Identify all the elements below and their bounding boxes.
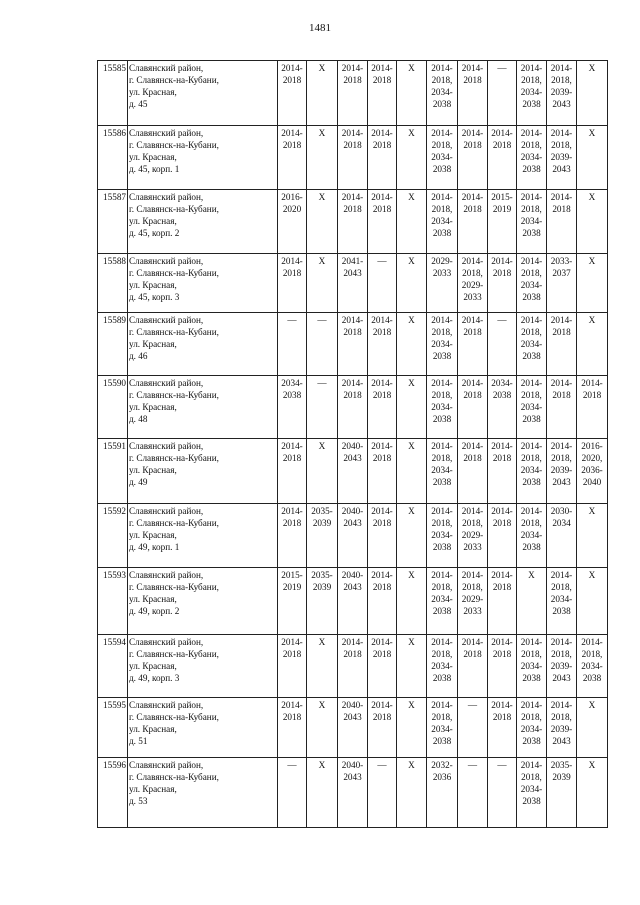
address-line: г. Славянск-на-Кубани,	[129, 140, 219, 150]
period-cell: X	[307, 190, 338, 254]
address-line: ул. Красная,	[129, 216, 177, 226]
address-line: д. 49, корп. 1	[129, 542, 180, 552]
address-cell	[128, 568, 278, 635]
period-cell: X	[397, 313, 427, 376]
period-cell: X	[577, 61, 608, 126]
period-cell: X	[577, 126, 608, 190]
period-cell: X	[577, 504, 608, 568]
period-cell: X	[577, 254, 608, 313]
period-cell: X	[397, 61, 427, 126]
period-cell: 2014- 2018	[488, 126, 517, 190]
period-cell: 2014- 2018, 2034- 2038	[517, 635, 547, 698]
address-line: д. 53	[129, 796, 148, 806]
period-cell: X	[307, 635, 338, 698]
address-line: г. Славянск-на-Кубани,	[129, 712, 219, 722]
address-line: г. Славянск-на-Кубани,	[129, 268, 219, 278]
register-row	[98, 190, 608, 254]
period-cell: 2014- 2018	[488, 254, 517, 313]
period-cell: 2040- 2043	[338, 698, 368, 758]
period-cell: 2016- 2020	[278, 190, 307, 254]
address-line: ул. Красная,	[129, 152, 177, 162]
period-cell: 2014- 2018, 2039- 2043	[547, 126, 577, 190]
address-line: г. Славянск-на-Кубани,	[129, 204, 219, 214]
row-number: 15587	[98, 190, 128, 254]
period-cell: X	[577, 698, 608, 758]
period-cell: 2014- 2018, 2034- 2038	[427, 504, 458, 568]
address-cell	[128, 504, 278, 568]
period-cell: 2014- 2018	[547, 313, 577, 376]
period-cell: X	[397, 126, 427, 190]
period-cell: 2014- 2018	[368, 698, 397, 758]
period-cell: X	[577, 313, 608, 376]
register-body	[98, 61, 608, 828]
period-cell: X	[517, 568, 547, 635]
row-number: 15596	[98, 758, 128, 828]
period-cell: 2014- 2018	[368, 504, 397, 568]
period-cell: 2014- 2018	[547, 190, 577, 254]
period-cell: 2014- 2018	[338, 61, 368, 126]
period-cell: 2014- 2018, 2029- 2033	[458, 504, 488, 568]
period-cell: 2014- 2018, 2034- 2038	[427, 126, 458, 190]
address-line: Славянский район,	[129, 192, 204, 202]
address-line: г. Славянск-на-Кубани,	[129, 453, 219, 463]
period-cell: 2014- 2018	[458, 190, 488, 254]
register-row	[98, 698, 608, 758]
row-number: 15591	[98, 439, 128, 504]
period-cell: 2040- 2043	[338, 439, 368, 504]
address-line: Славянский район,	[129, 441, 204, 451]
register-row	[98, 635, 608, 698]
row-number: 15594	[98, 635, 128, 698]
period-cell: —	[488, 61, 517, 126]
period-cell: X	[307, 254, 338, 313]
period-cell: 2014- 2018	[338, 635, 368, 698]
address-line: д. 49, корп. 3	[129, 673, 180, 683]
period-cell: 2014- 2018, 2039- 2043	[547, 439, 577, 504]
address-line: г. Славянск-на-Кубани,	[129, 327, 219, 337]
period-cell: —	[368, 758, 397, 828]
period-cell: 2034- 2038	[488, 376, 517, 439]
register-row	[98, 376, 608, 439]
period-cell: 2014- 2018, 2034- 2038	[517, 313, 547, 376]
period-cell: —	[307, 313, 338, 376]
period-cell: 2014- 2018, 2034- 2038	[427, 61, 458, 126]
address-line: Славянский район,	[129, 637, 204, 647]
period-cell: 2014- 2018	[338, 313, 368, 376]
address-line: ул. Красная,	[129, 280, 177, 290]
address-line: д. 48	[129, 414, 148, 424]
period-cell: X	[397, 376, 427, 439]
period-cell: 2014- 2018, 2039- 2043	[547, 635, 577, 698]
address-line: Славянский район,	[129, 506, 204, 516]
period-cell: 2014- 2018	[368, 190, 397, 254]
address-line: д. 49	[129, 477, 148, 487]
period-cell: 2014- 2018, 2034- 2038	[427, 376, 458, 439]
register-row	[98, 758, 608, 828]
period-cell: 2035- 2039	[547, 758, 577, 828]
period-cell: 2014- 2018, 2034- 2038	[517, 439, 547, 504]
address-cell	[128, 758, 278, 828]
row-number: 15592	[98, 504, 128, 568]
period-cell: 2014- 2018	[458, 635, 488, 698]
period-cell: 2040- 2043	[338, 568, 368, 635]
register-row	[98, 254, 608, 313]
address-cell	[128, 61, 278, 126]
period-cell: X	[397, 254, 427, 313]
address-line: Славянский район,	[129, 700, 204, 710]
address-line: Славянский район,	[129, 63, 204, 73]
period-cell: 2014- 2018, 2034- 2038	[517, 126, 547, 190]
period-cell: 2014- 2018	[458, 61, 488, 126]
address-cell	[128, 698, 278, 758]
period-cell: —	[458, 698, 488, 758]
period-cell: 2040- 2043	[338, 504, 368, 568]
address-line: д. 45, корп. 3	[129, 292, 180, 302]
period-cell: —	[458, 758, 488, 828]
period-cell: 2030- 2034	[547, 504, 577, 568]
row-number: 15585	[98, 61, 128, 126]
address-line: ул. Красная,	[129, 594, 177, 604]
period-cell: —	[278, 313, 307, 376]
period-cell: X	[397, 568, 427, 635]
period-cell: 2014- 2018	[368, 635, 397, 698]
period-cell: X	[397, 504, 427, 568]
period-cell: 2014- 2018	[368, 313, 397, 376]
period-cell: 2014- 2018	[368, 126, 397, 190]
period-cell: 2014- 2018	[278, 439, 307, 504]
address-line: ул. Красная,	[129, 784, 177, 794]
period-cell: 2014- 2018, 2034- 2038	[517, 254, 547, 313]
period-cell: 2014- 2018, 2034- 2038	[517, 376, 547, 439]
address-line: ул. Красная,	[129, 402, 177, 412]
period-cell: 2035- 2039	[307, 568, 338, 635]
period-cell: 2014- 2018	[338, 190, 368, 254]
address-line: д. 46	[129, 351, 148, 361]
period-cell: X	[397, 758, 427, 828]
row-number: 15595	[98, 698, 128, 758]
period-cell: 2014- 2018	[278, 698, 307, 758]
period-cell: 2014- 2018	[368, 376, 397, 439]
address-cell	[128, 190, 278, 254]
period-cell: 2014- 2018	[458, 313, 488, 376]
period-cell: 2014- 2018	[278, 504, 307, 568]
address-line: ул. Красная,	[129, 87, 177, 97]
period-cell: 2014- 2018	[488, 635, 517, 698]
period-cell: 2014- 2018, 2034- 2038	[427, 313, 458, 376]
period-cell: 2014- 2018, 2034- 2038	[427, 439, 458, 504]
row-number: 15589	[98, 313, 128, 376]
period-cell: X	[397, 635, 427, 698]
period-cell: —	[278, 758, 307, 828]
period-cell: 2014- 2018	[577, 376, 608, 439]
period-cell: 2014- 2018	[278, 61, 307, 126]
period-cell: X	[577, 568, 608, 635]
period-cell: X	[307, 758, 338, 828]
period-cell: 2014- 2018	[458, 439, 488, 504]
period-cell: 2034- 2038	[278, 376, 307, 439]
period-cell: 2014- 2018	[278, 126, 307, 190]
address-line: ул. Красная,	[129, 724, 177, 734]
period-cell: 2014- 2018	[458, 126, 488, 190]
period-cell: 2014- 2018, 2034- 2038	[517, 504, 547, 568]
register-row	[98, 439, 608, 504]
address-line: г. Славянск-на-Кубани,	[129, 75, 219, 85]
register-row	[98, 568, 608, 635]
address-cell	[128, 313, 278, 376]
period-cell: 2014- 2018, 2034- 2038	[427, 190, 458, 254]
address-line: г. Славянск-на-Кубани,	[129, 390, 219, 400]
address-line: Славянский район,	[129, 378, 204, 388]
period-cell: 2014- 2018	[278, 254, 307, 313]
period-cell: 2041- 2043	[338, 254, 368, 313]
period-cell: —	[488, 758, 517, 828]
address-line: Славянский район,	[129, 570, 204, 580]
address-line: г. Славянск-на-Кубани,	[129, 649, 219, 659]
row-number: 15590	[98, 376, 128, 439]
page-number: 1481	[309, 22, 331, 34]
address-line: ул. Красная,	[129, 465, 177, 475]
period-cell: 2014- 2018, 2034- 2038	[517, 61, 547, 126]
address-line: г. Славянск-на-Кубани,	[129, 518, 219, 528]
address-line: г. Славянск-на-Кубани,	[129, 582, 219, 592]
register-row	[98, 313, 608, 376]
period-cell: 2014- 2018	[488, 504, 517, 568]
period-cell: X	[397, 698, 427, 758]
address-line: Славянский район,	[129, 128, 204, 138]
address-line: Славянский район,	[129, 760, 204, 770]
period-cell: 2035- 2039	[307, 504, 338, 568]
row-number: 15593	[98, 568, 128, 635]
address-line: Славянский район,	[129, 315, 204, 325]
period-cell: 2015- 2019	[488, 190, 517, 254]
period-cell: 2014- 2018	[338, 376, 368, 439]
period-cell: 2014- 2018	[368, 568, 397, 635]
address-cell	[128, 439, 278, 504]
period-cell: 2014- 2018, 2034- 2038	[427, 568, 458, 635]
period-cell: 2014- 2018, 2034- 2038	[517, 698, 547, 758]
period-cell: —	[307, 376, 338, 439]
period-cell: 2014- 2018	[488, 568, 517, 635]
period-cell: 2014- 2018	[338, 126, 368, 190]
address-line: д. 45	[129, 99, 148, 109]
period-cell: 2040- 2043	[338, 758, 368, 828]
period-cell: 2015- 2019	[278, 568, 307, 635]
housing-register-table	[97, 60, 608, 828]
period-cell: —	[368, 254, 397, 313]
address-line: д. 49, корп. 2	[129, 606, 180, 616]
period-cell: X	[307, 698, 338, 758]
address-line: д. 51	[129, 736, 148, 746]
period-cell: 2014- 2018	[547, 376, 577, 439]
period-cell: 2014- 2018, 2034- 2038	[517, 758, 547, 828]
address-line: ул. Красная,	[129, 339, 177, 349]
period-cell: 2014- 2018, 2039- 2043	[547, 61, 577, 126]
period-cell: 2014- 2018, 2034- 2038	[547, 568, 577, 635]
register-row	[98, 126, 608, 190]
period-cell: X	[397, 190, 427, 254]
row-number: 15586	[98, 126, 128, 190]
address-cell	[128, 254, 278, 313]
period-cell: X	[307, 61, 338, 126]
row-number: 15588	[98, 254, 128, 313]
address-line: г. Славянск-на-Кубани,	[129, 772, 219, 782]
period-cell: 2032- 2036	[427, 758, 458, 828]
period-cell: 2014- 2018, 2034- 2038	[577, 635, 608, 698]
period-cell: 2014- 2018, 2034- 2038	[517, 190, 547, 254]
address-line: д. 45, корп. 2	[129, 228, 180, 238]
address-cell	[128, 635, 278, 698]
period-cell: —	[488, 313, 517, 376]
address-cell	[128, 126, 278, 190]
period-cell: 2014- 2018	[458, 376, 488, 439]
period-cell: 2016- 2020, 2036- 2040	[577, 439, 608, 504]
period-cell: 2014- 2018	[488, 698, 517, 758]
period-cell: 2014- 2018	[278, 635, 307, 698]
address-line: Славянский район,	[129, 256, 204, 266]
register-row	[98, 504, 608, 568]
period-cell: 2014- 2018, 2029- 2033	[458, 254, 488, 313]
address-line: ул. Красная,	[129, 661, 177, 671]
period-cell: 2014- 2018	[368, 439, 397, 504]
period-cell: 2014- 2018, 2034- 2038	[427, 635, 458, 698]
period-cell: X	[307, 126, 338, 190]
period-cell: X	[307, 439, 338, 504]
period-cell: 2029- 2033	[427, 254, 458, 313]
period-cell: X	[577, 190, 608, 254]
period-cell: 2014- 2018, 2039- 2043	[547, 698, 577, 758]
period-cell: 2033- 2037	[547, 254, 577, 313]
period-cell: X	[397, 439, 427, 504]
period-cell: 2014- 2018, 2034- 2038	[427, 698, 458, 758]
address-line: ул. Красная,	[129, 530, 177, 540]
address-cell	[128, 376, 278, 439]
period-cell: 2014- 2018, 2029- 2033	[458, 568, 488, 635]
period-cell: 2014- 2018	[488, 439, 517, 504]
address-line: д. 45, корп. 1	[129, 164, 180, 174]
period-cell: 2014- 2018	[368, 61, 397, 126]
register-row	[98, 61, 608, 126]
period-cell: X	[577, 758, 608, 828]
